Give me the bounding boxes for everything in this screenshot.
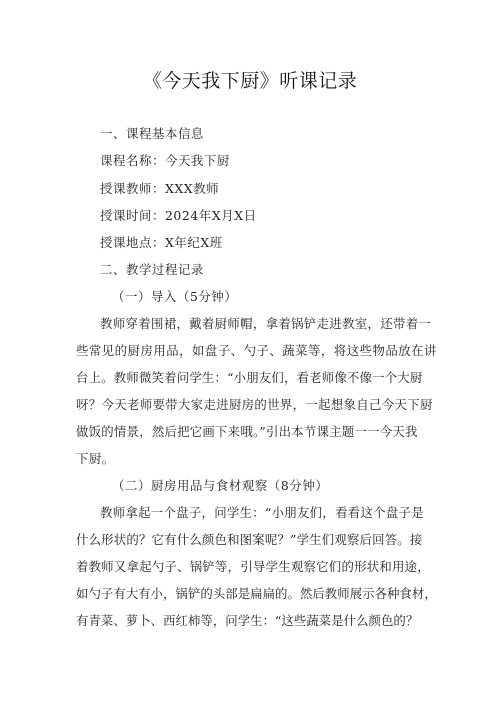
- paragraph-line: 什么形状的？它有什么颜色和图案呢？”学生们观察后回答。接: [76, 532, 423, 547]
- section-heading-process: 二、教学过程记录: [100, 262, 204, 277]
- section-heading-basic-info: 一、课程基本信息: [100, 126, 204, 141]
- paragraph-line: 呀？今天老师要带大家走进厨房的世界，一起想象自己今天下厨: [76, 397, 433, 412]
- info-location: 授课地点：X年纪X班: [100, 235, 223, 250]
- paragraph-line: 下厨。: [76, 451, 115, 466]
- subsection-heading-intro: （一）导入（5分钟）: [112, 289, 238, 304]
- subsection-heading-observation: （二）厨房用品与食材观察（8分钟）: [112, 478, 329, 493]
- paragraph-line: 教师穿着围裙，戴着厨师帽，拿着锅铲走进教室，还带着一: [100, 316, 432, 331]
- paragraph-line: 做饭的情景，然后把它画下来哦。”引出本节课主题一一今天我: [76, 424, 418, 439]
- paragraph-line: 教师拿起一个盘子，问学生：“小朋友们，看看这个盘子是: [100, 505, 424, 520]
- paragraph-line: 台上。教师微笑着问学生：“小朋友们，看老师像不像一个大厨: [76, 370, 423, 385]
- paragraph-line: 着教师又拿起勺子、锅铲等，引导学生观察它们的形状和用途，: [76, 559, 430, 574]
- paragraph-line: 有青菜、萝卜、西红柿等，问学生：“这些蔬菜是什么颜色的？: [76, 613, 419, 628]
- paragraph-line: 些常见的厨房用品，如盘子、勺子、蔬菜等，将这些物品放在讲: [76, 343, 437, 358]
- document-title: 《今天我下厨》听课记录: [142, 70, 358, 92]
- paragraph-line: 如勺子有大有小，锅铲的头部是扁扁的。然后教师展示各种食材，: [76, 586, 437, 601]
- info-course-name: 课程名称：今天我下厨: [100, 153, 230, 168]
- info-time: 授课时间：2024年X月X日: [100, 208, 257, 223]
- info-teacher: 授课教师：XXX教师: [100, 181, 220, 196]
